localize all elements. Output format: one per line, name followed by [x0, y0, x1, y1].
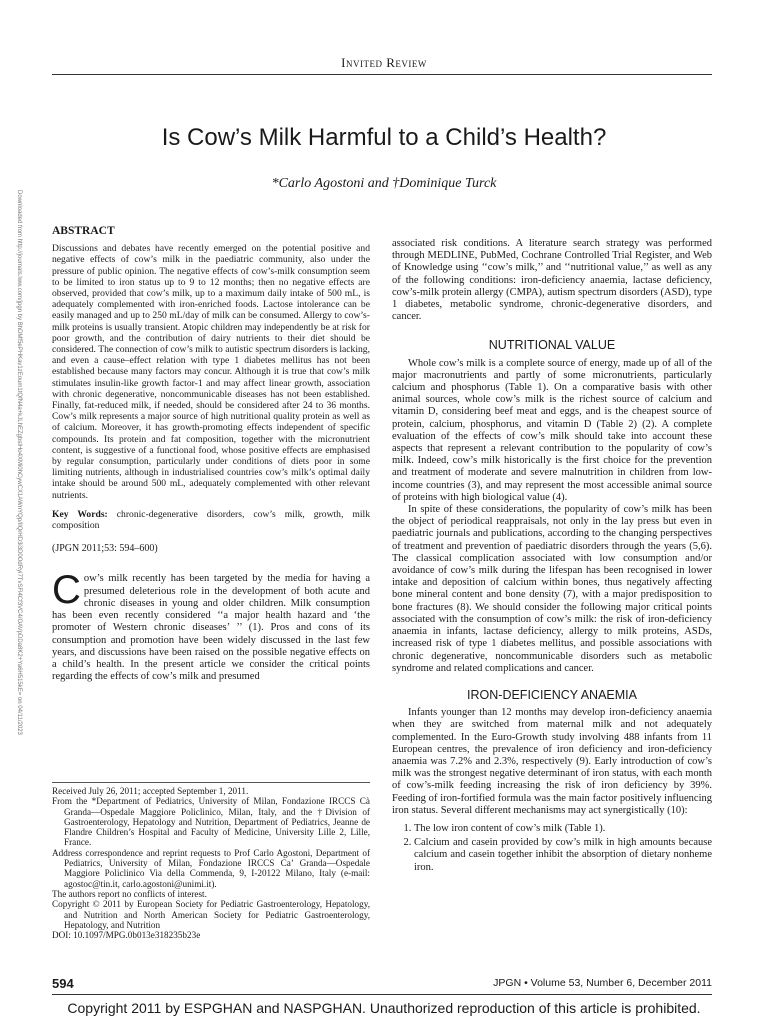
- journal-folio: JPGN • Volume 53, Number 6, December 2011: [493, 977, 712, 989]
- keywords-text: chronic-degenerative disorders, cow’s milk, growth, milk composition: [52, 508, 370, 532]
- keywords-label: Key Words:: [52, 508, 108, 520]
- dropcap: C: [52, 568, 81, 613]
- list-item: 1. The low iron content of cow’s milk (Table 1).: [414, 823, 712, 835]
- nutritional-paragraph-2: In spite of these considerations, the popularity of cow’s milk has been the object of periodical reappraisals, not only in the lay press but even in paediatric journals and publications, according to the changing perspectives of treatment and prevention of paediatric disorders through the years (5,6). The classical complication associated with low consumption and/or avoidance of cow’s milk during the lifespan has been recognised in lower intake and deposition of calcium within bones, thus negatively affecting bone mineral content and bone density (7), with a major predisposition to bone fractures (8). We should consider the following major critical points associated with the consumption of cow’s milk: the risk of iron-deficiency anaemia in infants, lactase deficiency, allergy to milk proteins, ASDs, increased risk of type 1 diabetes mellitus, and possible associations with chronic degenerative, noncommunicable disorders such as metabolic syndrome and related complications and cancer.: [392, 504, 712, 674]
- iron-paragraph: Infants younger than 12 months may develop iron-deficiency anaemia when they are switched from maternal milk and not adequately complemented. In the Euro-Growth study involving 488 infants from 11 European centres, the prevalence of iron deficiency and iron-deficiency anaemia was 7.2% and 2.3%, respectively (9). Early introduction of cow’s milk was the strongest negative determinant of iron status, with each month of cow’s-milk feeding increasing the risk of iron deficiency by 39%. Feeding of iron-fortified formula was the main factor positively influencing iron status. Several different mechanisms may act synergistically (10):: [392, 707, 712, 816]
- nutritional-paragraph-1: Whole cow’s milk is a complete source of energy, made up of all of the major macronutrients and partly of some micronutrients, particularly calcium and phosphorus (Table 1). On a comparative basis with other animal sources, whole cow’s milk is the richest source of calcium and vitamin D, considering beef meat and eggs, and is the cheapest source of protein, calcium, phosphorus, and vitamin D (Table 2) (2). A complete evaluation of the effects of cow’s milk should take into account these aspects that represent a relevant contribution to the popularity of cow’s milk. Indeed, cow’s milk historically is the first choice for the prevention and treatment of moderate and severe malnutrition in children from low-income countries (3), and may represent the most accessible animal source of proteins with high biological value (4).: [392, 357, 712, 503]
- right-column: [392, 238, 712, 876]
- left-column: [52, 225, 370, 683]
- copyright-notice: Copyright 2011 by ESPGHAN and NASPGHAN. Unauthorized reproduction of this article is prohibited.: [67, 1000, 701, 1016]
- footnote-conflicts: The authors report no conflicts of interest.: [52, 888, 207, 899]
- abstract-text: Discussions and debates have recently emerged on the potential positive and negative effects of cow’s milk in the paediatric community, also under the pressure of public opinion. The negative effects of cow’s-milk consumption seem to be limited to iron status up to 9 to 12 months; then no negative effects are observed, provided that cow’s milk, up to a maximum daily intake of 500 mL, is adequately complemented with iron-enriched foods. Lactose intolerance can be easily managed and up to 250 mL/day of milk can be consumed. Allergy to cow’s-milk proteins is usually transient. Atopic children may independently be at risk for poor growth, and the contribution of dairy nutrients to their diet should be considered. The connection of cow’s milk to autistic spectrum disorders is lacking, and even a cause–effect relation with type 1 diabetes mellitus has not been established because many factors may concur. Although it is true that cow’s milk stimulates insulin-like growth factor-1 and may affect linear growth, association with chronic degenerative, noncommunicable diseases has not been established. Finally, fat-reduced milk, if needed, should be considered after 24 to 36 months. Cow’s milk represents a major source of high nutritional quality protein as well as of calcium. Moreover, it has growth-promoting effects independent of specific compounds. Its protein and fat composition, together with the micronutrient content, is suggestive of a functional food, whose positive effects are emphasised by regular consumption, particularly under conditions of diets poor in some limiting nutrients, although in industrialised countries cow’s milk’s optimal daily intake should be around 500 mL, adequately complemented with other relevant nutrients.: [52, 243, 370, 501]
- mechanisms-list: [392, 823, 712, 874]
- download-watermark: [16, 190, 34, 735]
- footnotes: [52, 782, 370, 940]
- footnote-received: Received July 26, 2011; accepted September 1, 2011.: [52, 786, 249, 796]
- download-watermark-text: Downloaded from http://journals.lww.com/jpgn by BhDMf5ePHKav1zEoum1tQfN4a+kJLhEZgbsIHo4XMi0hCywCX1AWnYQp/IlQrHD3i3D0OdRyi7TvSFl4Cf3VC4/OAVpDDa8K2+Ya6H515kE= on 04/11/2023: [16, 190, 22, 735]
- footnote-copyright: Copyright © 2011 by European Society for Pediatric Gastroenterology, Hepatology, and Nutrition and North American Society for Pediatric Gastroenterology, Hepatology, and Nutrition: [52, 899, 370, 930]
- heading-nutritional-value: NUTRITIONAL VALUE: [488, 338, 616, 353]
- article-title: Is Cow’s Milk Harmful to a Child’s Health?: [161, 124, 607, 151]
- citation: (JPGN 2011;53: 594–600): [52, 543, 158, 555]
- header-rule: [52, 74, 712, 75]
- intro-paragraph: [52, 568, 370, 683]
- footnote-address: Address correspondence and reprint requests to Prof Carlo Agostoni, Department of Pediatrics, University of Milan, Fondazione IRCCS Ca’ Granda—Ospedale Maggiore Policlinico Via della Commenda, 9, I-20122 Milano, Italy (e-mail: agostoc@tin.it, carlo.agostoni@unimi.it).: [52, 847, 370, 889]
- footnote-affiliations: From the *Department of Pediatrics, University of Milan, Fondazione IRCCS Cà Granda—Ospedale Maggiore Policlinico, Milan, Italy, and the †Division of Gastroenterology, Hepatology and Nutrition, Department of Pediatrics, Jeanne de Flandre Children’s Hospital and Faculty of Medicine, University Lille 2, Lille, France.: [52, 796, 370, 848]
- page-number: 594: [52, 976, 74, 991]
- list-item: 2. Calcium and casein provided by cow’s milk in high amounts because calcium and casein together inhibit the absorption of dietary nonheme iron.: [414, 837, 712, 874]
- section-label: Invited Review: [341, 55, 427, 70]
- article-authors: *Carlo Agostoni and †Dominique Turck: [271, 176, 497, 191]
- intro-text: ow’s milk recently has been targeted by the media for having a presumed deleterious role in the development of both acute and chronic diseases in young and older children. Milk consumption has been even recently considered ‘‘a major health hazard and ‘the promoter of Western chronic diseases’ ’’ (1). Pros and cons of its consumption and promotion have been widely discussed in the last few years, and discussions have been raised on the possible negative effects on a child’s health. In the present article we consider the critical points regarding the effects of cow’s milk and presumed: [52, 573, 370, 683]
- methods-continuation: associated risk conditions. A literature search strategy was performed through MEDLINE, PubMed, Cochrane Controlled Trial Register, and Web of Knowledge using ‘‘cow’s milk,’’ and ‘‘nutritional value,’’ as well as any of the following conditions: iron-deficiency anaemia, lactase deficiency, cow’s-milk protein allergy (CMPA), autism spectrum disorders (ASD), type 1 diabetes, metabolic syndrome, chronic-degenerative disorders, and cancer.: [392, 238, 712, 323]
- keywords: [52, 509, 370, 531]
- footer-rule: [52, 994, 712, 995]
- footnote-doi: DOI: 10.1097/MPG.0b013e318235b23e: [52, 930, 201, 941]
- heading-iron-deficiency: IRON-DEFICIENCY ANAEMIA: [467, 687, 637, 702]
- abstract-heading: ABSTRACT: [52, 225, 115, 237]
